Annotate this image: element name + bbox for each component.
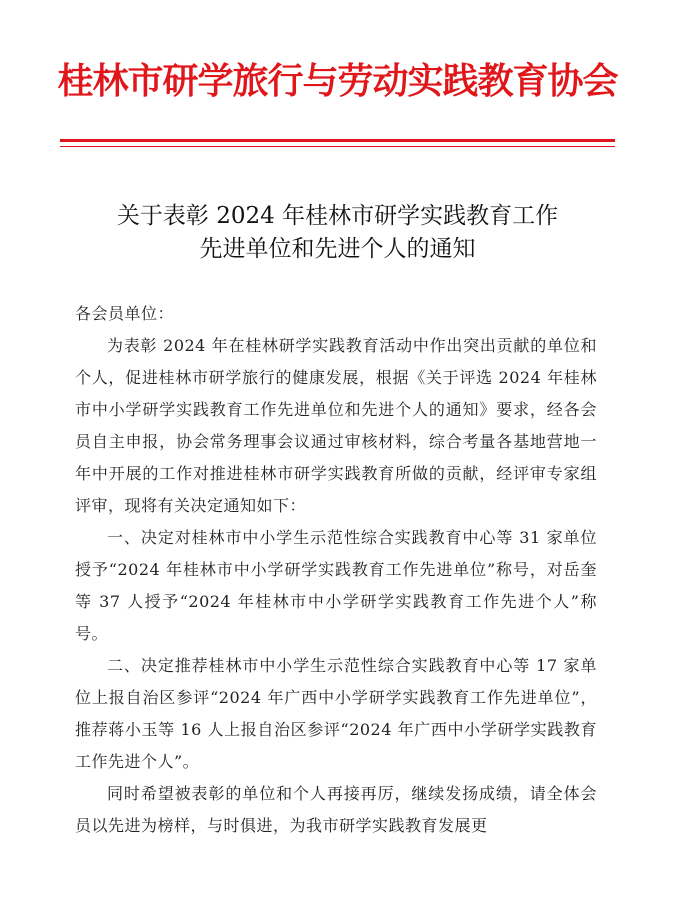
organization-masthead: 桂林市研学旅行与劳动实践教育协会 — [57, 61, 618, 102]
masthead-rule-thick — [60, 139, 615, 142]
decision-one-paragraph: 一、决定对桂林市中小学生示范性综合实践教育中心等 31 家单位授予“2024 年桂林市中小学研学实践教育工作先进单位”称号，对岳奎等 37 人授予“2024 年桂林市中小学研学实践教育工作先进个人”称号。 — [75, 528, 597, 643]
masthead-rule-thin — [60, 146, 615, 147]
intro-paragraph: 为表彰 2024 年在桂林研学实践教育活动中作出突出贡献的单位和个人，促进桂林市研学旅行的健康发展，根据《关于评选 2024 年桂林市中小学研学实践教育工作先进单位和先进个人的通知》要求，经各会员自主申报，协会常务理事会议通过审核材料，综合考量各基地营地一年中开展的工作对推进桂林市研学实践教育所做的贡献，经评审专家组评审，现将有关决定通知如下： — [75, 336, 597, 515]
document-title-line-1: 关于表彰 2024 年桂林市研学实践教育工作 — [116, 203, 559, 229]
document-body — [75, 298, 597, 842]
salutation: 各会员单位： — [75, 304, 175, 323]
document-title-line-2: 先进单位和先进个人的通知 — [199, 236, 476, 262]
closing-paragraph: 同时希望被表彰的单位和个人再接再厉，继续发扬成绩，请全体会员以先进为榜样，与时俱进，为我市研学实践教育发展更 — [75, 784, 597, 835]
decision-two-paragraph: 二、决定推荐桂林市中小学生示范性综合实践教育中心等 17 家单位上报自治区参评“2024 年广西中小学研学实践教育工作先进单位”，推荐蒋小玉等 16 人上报自治区参评“2024 年广西中小学研学实践教育工作先进个人”。 — [75, 656, 597, 771]
